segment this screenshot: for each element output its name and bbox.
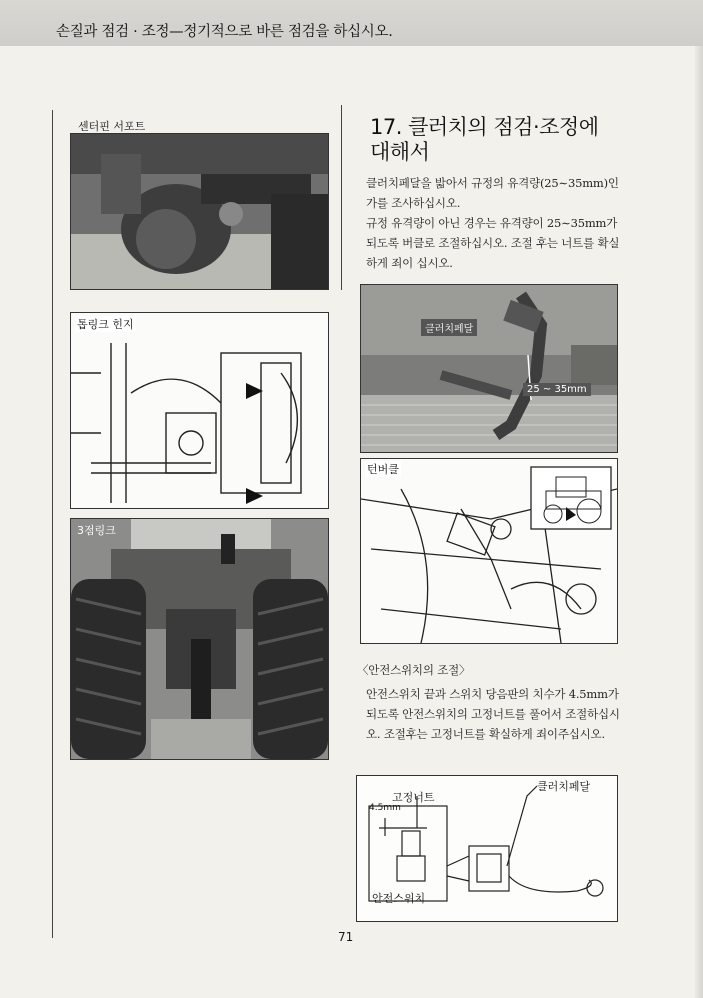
paragraph-play-check: 클러치페달을 밟아서 규정의 유격량(25∼35mm)인가를 조사하십시오. [366, 176, 619, 210]
photo1-caption: 센터핀 서포트 [78, 120, 146, 133]
photo3-caption: 3점링크 [77, 524, 116, 537]
safety-switch-diagram [356, 775, 618, 922]
lock-nut-label: 고정너트 [392, 791, 435, 804]
clutch-pedal-label: 클러치페달 [421, 319, 477, 336]
page-edge-shadow [695, 46, 703, 998]
center-pin-support-photo [70, 133, 329, 290]
column-divider-rule [341, 105, 342, 290]
photo2-caption: 톱링크 힌지 [77, 318, 134, 331]
clutch-pedal-photo [360, 284, 618, 453]
running-header: 손질과 점검 · 조정—정기적으로 바른 점검을 하십시오. [56, 24, 393, 40]
left-margin-rule [52, 110, 53, 938]
turnbuckle-label: 턴버클 [367, 463, 399, 476]
turnbuckle-illustration [360, 458, 618, 644]
safety-switch-subheading: 〈안전스위치의 조절〉 [357, 663, 471, 677]
paragraph-safety-switch: 안전스위치 끝과 스위치 당음판의 치수가 4.5mm가 되도록 안전스위치의 고정너트를 풀어서 조절하십시오. 조절후는 고정너트를 확실하게 죄이주십시오. [366, 687, 620, 741]
three-point-link-photo [70, 518, 329, 760]
top-link-hinge-photo [70, 312, 329, 509]
section-title: 17. 클러치의 점검·조정에 대해서 [370, 115, 599, 164]
page-number: 71 [338, 930, 354, 944]
gap-dimension-label: 4.5mm [369, 803, 401, 813]
safety-switch-label: 안전스위치 [372, 892, 426, 905]
paragraph-play-adjust: 규정 유격량이 아닌 경우는 유격량이 25∼35mm가 되도록 버클로 조절하십시오. 조절 후는 너트를 확실하게 죄이 십시오. [366, 216, 620, 270]
diagram-clutch-pedal-label: 클러치페달 [537, 780, 591, 793]
pedal-play-measure: 25 ~ 35mm [523, 383, 591, 396]
